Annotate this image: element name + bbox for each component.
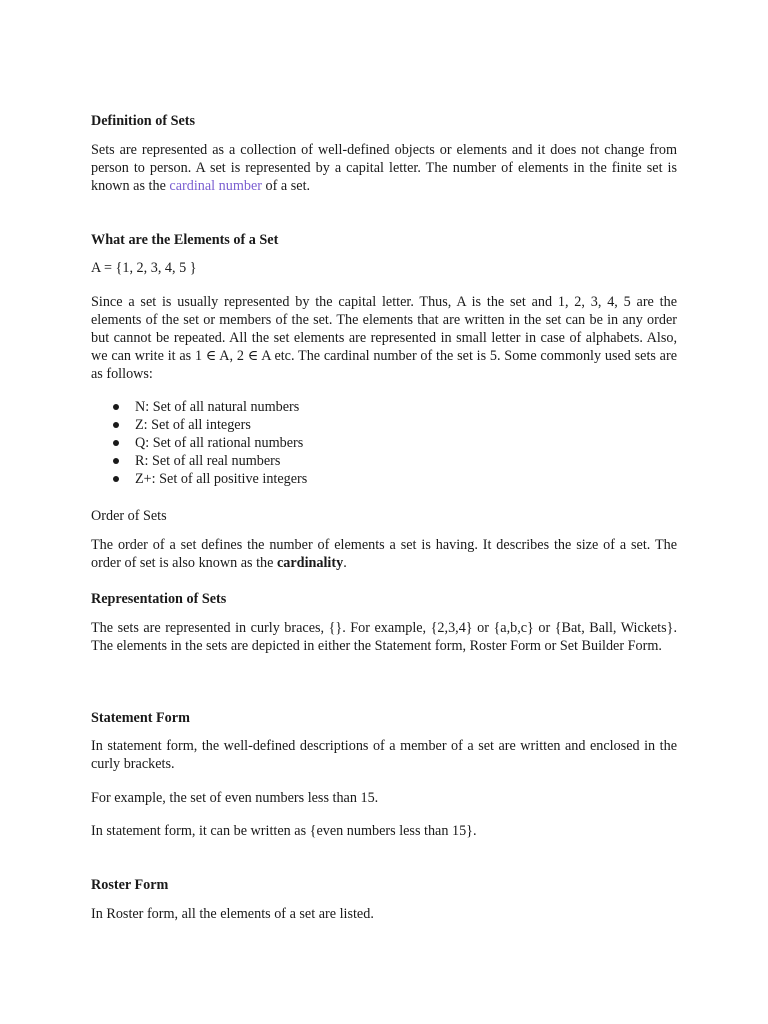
bullet-icon bbox=[113, 422, 119, 428]
bullet-icon bbox=[113, 404, 119, 410]
bullet-icon bbox=[113, 458, 119, 464]
representation-paragraph: The sets are represented in curly braces, {}. For example, {2,3,4} or {a,b,c} or {Bat, Ball, Wickets}. The elements in the sets are depicted in either the Statement form, Roster Form or Set Builder Form. bbox=[91, 620, 677, 654]
bullet-icon bbox=[113, 440, 119, 446]
roster-paragraph: In Roster form, all the elements of a set are listed. bbox=[91, 906, 374, 922]
list-item: N: Set of all natural numbers bbox=[91, 398, 677, 416]
set-example: A = {1, 2, 3, 4, 5 } bbox=[91, 260, 197, 276]
definition-paragraph bbox=[91, 141, 677, 195]
elements-paragraph: Since a set is usually represented by the capital letter. Thus, A is the set and 1, 2, 3, 4, 5 are the elements of the set or members of the set. The elements that are written in the set can be in any order but cannot be repeated. All the set elements are represented in small letter in case of alphabets. Also, we can write it as 1 ∈ A, 2 ∈ A etc. The cardinal number of the set is 5. Some commonly used sets are as follows: bbox=[91, 294, 677, 382]
list-item: Z+: Set of all positive integers bbox=[91, 470, 677, 488]
definition-text: Sets are represented as a collection of well-defined objects or elements and it does not change from person to person. A set is represented by a capital letter. The number of elements in the finite set is known as the bbox=[91, 142, 677, 194]
elements-heading: What are the Elements of a Set bbox=[91, 232, 279, 248]
representation-heading: Representation of Sets bbox=[91, 591, 227, 607]
order-heading: Order of Sets bbox=[91, 508, 167, 524]
definition-text-end: of a set. bbox=[262, 178, 311, 194]
definition-heading: Definition of Sets bbox=[91, 113, 196, 129]
statement-heading: Statement Form bbox=[91, 710, 190, 726]
cardinality-term: cardinality bbox=[276, 555, 344, 571]
roster-heading: Roster Form bbox=[91, 877, 169, 893]
list-item: Z: Set of all integers bbox=[91, 416, 677, 434]
order-text: The order of a set defines the number of elements a set is having. It describes the size of a set. The order of set is also known as the bbox=[91, 537, 677, 571]
list-item: Q: Set of all rational numbers bbox=[91, 434, 677, 452]
statement-paragraph-1: In statement form, the well-defined descriptions of a member of a set are written and enclosed in the curly brackets. bbox=[91, 738, 677, 772]
common-sets-list bbox=[91, 398, 677, 488]
cardinal-number-link[interactable]: cardinal number bbox=[169, 178, 262, 194]
bullet-icon bbox=[113, 476, 119, 482]
order-paragraph bbox=[91, 536, 677, 572]
order-text-end: . bbox=[343, 555, 347, 571]
statement-paragraph-3: In statement form, it can be written as {even numbers less than 15}. bbox=[91, 823, 477, 839]
list-item: R: Set of all real numbers bbox=[91, 452, 677, 470]
statement-paragraph-2: For example, the set of even numbers less than 15. bbox=[91, 790, 379, 806]
